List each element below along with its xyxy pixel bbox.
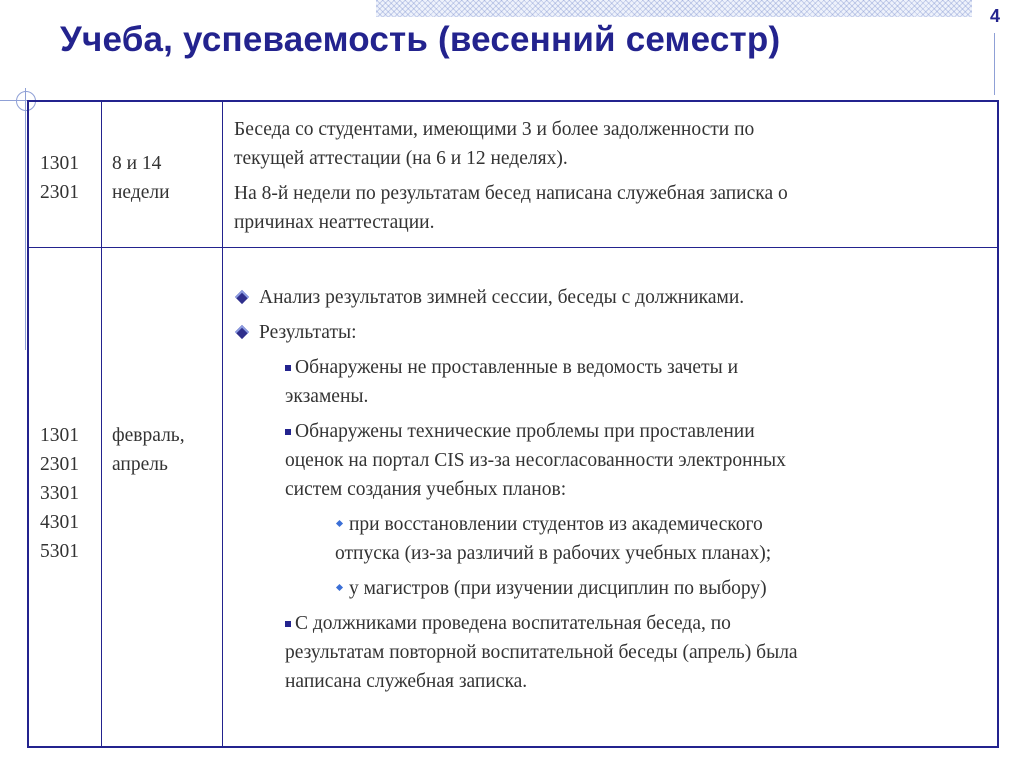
group-code: 1301	[40, 153, 79, 174]
text-line: результатам повторной воспитательной беседы (апрель) была	[285, 642, 798, 663]
group-code: 1301	[40, 425, 79, 446]
decorative-line-left	[25, 88, 26, 350]
decorative-line-right	[994, 33, 995, 95]
diamond-bullet-icon	[235, 325, 249, 339]
item-text: Анализ результатов зимней сессии, беседы с должниками.	[259, 287, 745, 308]
small-diamond-bullet-icon	[336, 584, 343, 591]
table-row	[28, 248, 998, 748]
page-number: 4	[990, 6, 1001, 26]
period-text: недели	[112, 182, 170, 203]
list-item	[231, 283, 983, 312]
text-line: написана служебная записка.	[285, 671, 528, 692]
group-code: 5301	[40, 541, 79, 562]
small-diamond-bullet-icon	[336, 520, 343, 527]
list-item	[231, 609, 983, 696]
text-line: причинах неаттестации.	[234, 212, 435, 233]
text-line: систем создания учебных планов:	[285, 479, 567, 500]
group-code: 3301	[40, 483, 79, 504]
group-code: 4301	[40, 512, 79, 533]
text-line: оценок на портал CIS из-за несогласованности электронных	[285, 450, 786, 471]
group-code: 2301	[40, 182, 79, 203]
text-line: при восстановлении студентов из академического	[349, 514, 763, 535]
square-bullet-icon	[285, 621, 291, 627]
text-line: отпуска (из-за различий в рабочих учебных планах);	[335, 543, 772, 564]
period-text: февраль,	[112, 425, 185, 446]
text-line: На 8-й недели по результатам бесед написана служебная записка о	[234, 183, 788, 204]
list-item	[231, 510, 983, 568]
group-codes-cell	[28, 101, 102, 248]
list-item	[231, 318, 983, 347]
paragraph	[234, 115, 983, 173]
paragraph	[234, 179, 983, 237]
period-text: апрель	[112, 454, 168, 475]
text-line: текущей аттестации (на 6 и 12 неделях).	[234, 148, 568, 169]
text-line: С должниками проведена воспитательная беседа, по	[295, 613, 731, 634]
decorative-pattern-strip	[376, 0, 972, 17]
list-item	[231, 353, 983, 411]
diamond-bullet-icon	[235, 290, 249, 304]
description-cell	[223, 101, 999, 248]
description-cell	[223, 248, 999, 748]
list-item	[231, 574, 983, 603]
text-line: у магистров (при изучении дисциплин по выбору)	[349, 578, 767, 599]
text-line: Обнаружены не проставленные в ведомость зачеты и	[295, 357, 739, 378]
slide-title: Учеба, успеваемость (весенний семестр)	[60, 20, 781, 59]
item-text: Результаты:	[259, 322, 357, 343]
square-bullet-icon	[285, 365, 291, 371]
text-line: Беседа со студентами, имеющими 3 и более задолженности по	[234, 119, 755, 140]
schedule-table	[27, 100, 999, 748]
table-row	[28, 101, 998, 248]
text-line: экзамены.	[285, 386, 369, 407]
period-cell	[102, 101, 223, 248]
square-bullet-icon	[285, 429, 291, 435]
period-text: 8 и 14	[112, 153, 162, 174]
period-cell	[102, 248, 223, 748]
group-codes-cell	[28, 248, 102, 748]
group-code: 2301	[40, 454, 79, 475]
list-item	[231, 417, 983, 504]
text-line: Обнаружены технические проблемы при проставлении	[295, 421, 755, 442]
